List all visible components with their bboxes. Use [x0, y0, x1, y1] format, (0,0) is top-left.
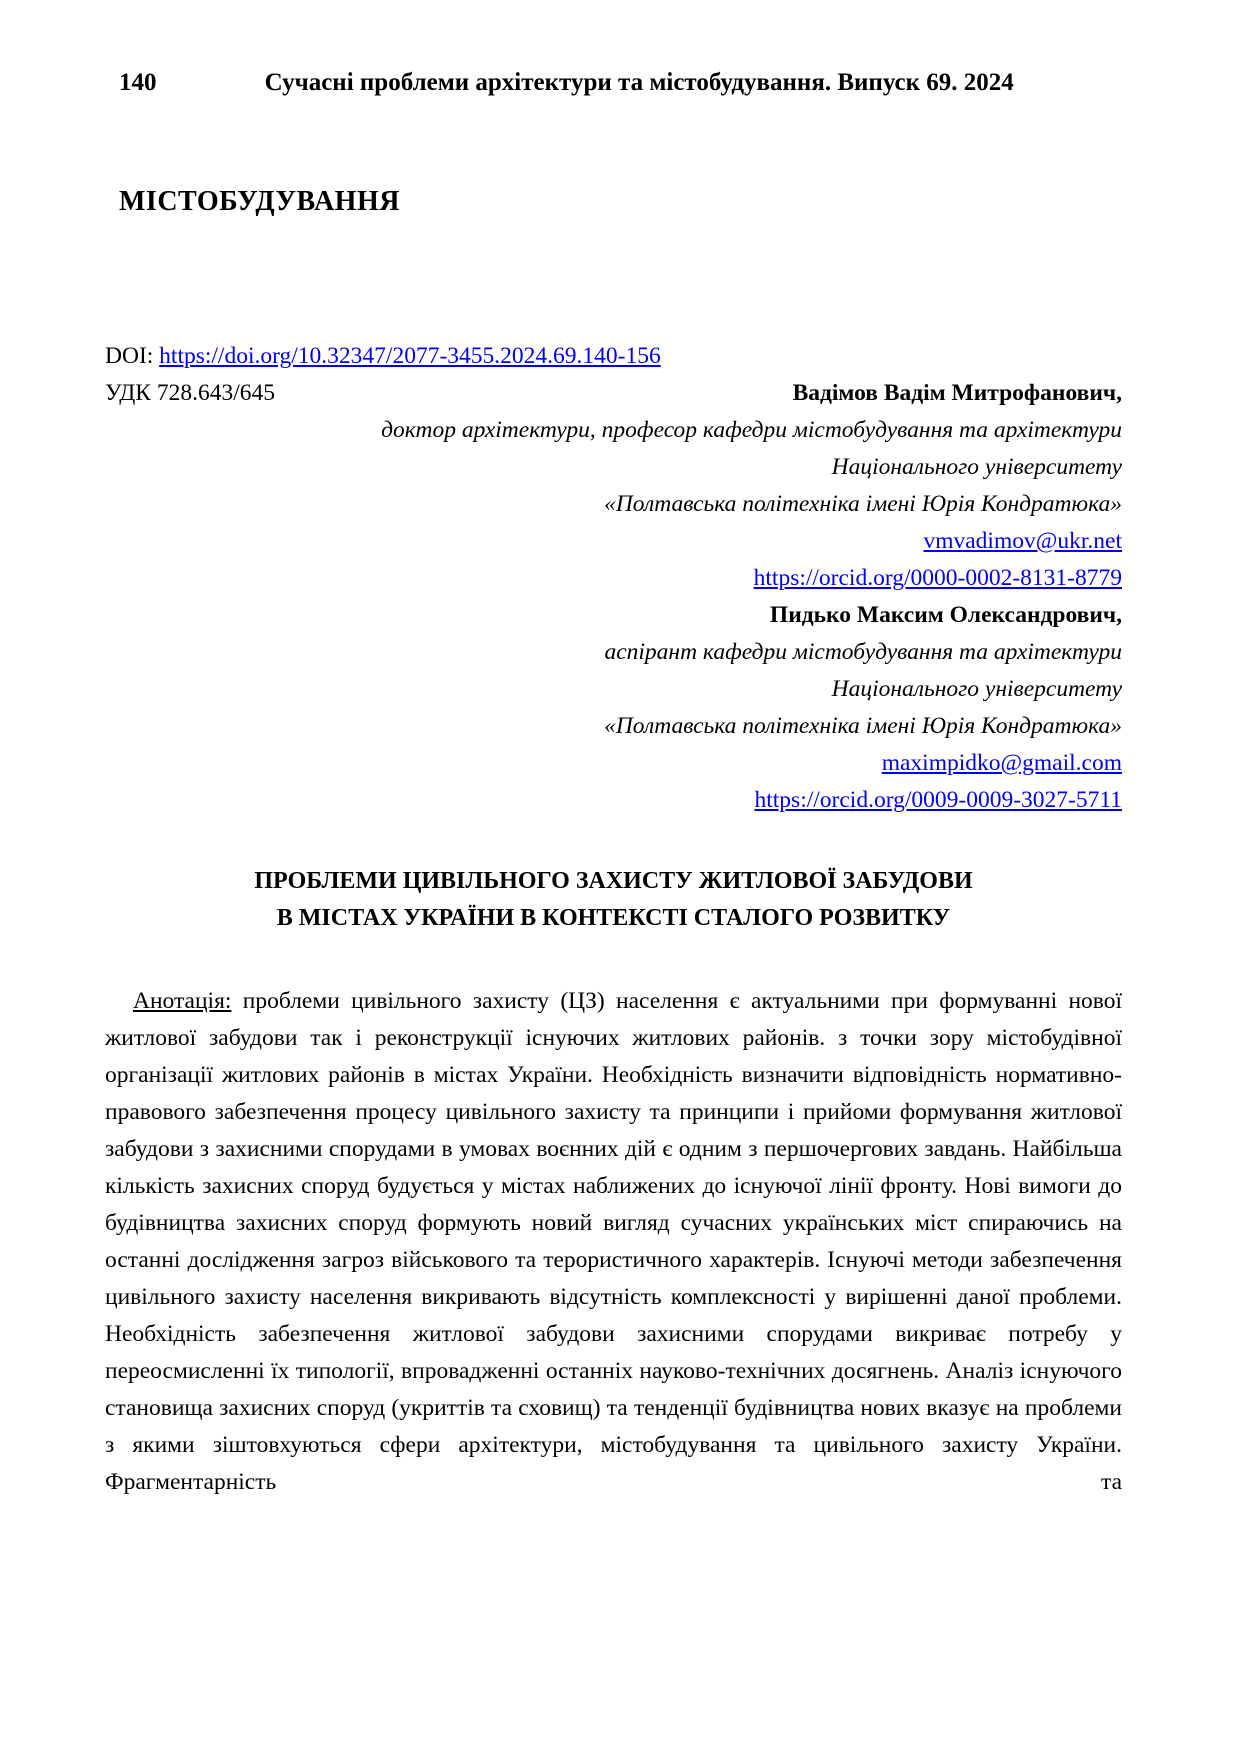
author1-orcid-row [105, 560, 1122, 597]
abstract-paragraph [105, 983, 1122, 1501]
page-number: 140 [119, 69, 157, 96]
author1-name: Вадімов Вадім Митрофанович, [792, 380, 1122, 406]
running-header [105, 68, 1122, 98]
author2-affiliation-line: «Полтавська політехніка імені Юрія Кондратюка» [604, 713, 1122, 739]
journal-title: Сучасні проблеми архітектури та містобудування. Випуск 69. 2024 [264, 69, 1014, 96]
doi-label: DOI: [105, 343, 154, 369]
article-title-line1: ПРОБЛЕМИ ЦИВІЛЬНОГО ЗАХИСТУ ЖИТЛОВОЇ ЗАБУДОВИ [254, 868, 973, 894]
author2-orcid-row [105, 782, 1122, 819]
author1-orcid-link[interactable]: https://orcid.org/0000-0002-8131-8779 [753, 565, 1122, 591]
udc-author-row [105, 375, 1122, 412]
author1-email-row [105, 523, 1122, 560]
author1-email-link[interactable]: vmvadimov@ukr.net [923, 528, 1122, 554]
author1-affiliation-line: доктор архітектури, професор кафедри містобудування та архітектури [381, 417, 1122, 443]
author2-email-row [105, 745, 1122, 782]
author2-affiliation-line: аспірант кафедри містобудування та архітектури [604, 639, 1122, 665]
author2-affiliation-line: Національного університету [831, 676, 1122, 702]
doi-link[interactable]: https://doi.org/10.32347/2077-3455.2024.69.140-156 [159, 343, 661, 369]
author2-name: Пидько Максим Олександрович, [769, 602, 1122, 628]
doi-row [105, 338, 1122, 375]
author1-affiliation-line: Національного університету [831, 454, 1122, 480]
author2-orcid-link[interactable]: https://orcid.org/0009-0009-3027-5711 [754, 787, 1122, 813]
udc-code: УДК 728.643/645 [105, 380, 275, 406]
section-heading: МІСТОБУДУВАННЯ [119, 186, 400, 217]
author1-affiliation-line: «Полтавська політехніка імені Юрія Кондратюка» [604, 491, 1122, 517]
authors-block [105, 412, 1122, 819]
abstract-text: проблеми цивільного захисту (ЦЗ) населення є актуальними при формуванні нової житлової забудови так і реконструкції існуючих житлових районів. з точки зору містобудівної організації житлових районів в містах України. Необхідність визначити відповідність нормативно-правового забезпечення процесу цивільного захисту та принципи і прийоми формування житлової забудови з захисними спорудами в умовах воєнних дій є одним з першочергових завдань. Найбільша кількість захисних споруд будується у містах наближених до існуючої лінії фронту. Нові вимоги до будівництва захисних споруд формують новий вигляд сучасних українських міст спираючись на останні дослідження загроз військового та терористичного характерів. Існуючі методи забезпечення цивільного захисту населення викривають відсутність комплексності у вирішенні даної проблеми. Необхідність забезпечення житлової забудови захисними спорудами викриває потребу у переосмисленні їх типології, впровадженні останніх науково-технічних досягнень. Аналіз існуючого становища захисних споруд (укриттів та сховищ) та тенденції будівництва нових вказує на проблеми з якими зіштовхуються сфери архітектури, містобудування та цивільного захисту України. Фрагментарність та [105, 988, 1122, 1495]
article-title [105, 863, 1122, 937]
author2-email-link[interactable]: maximpidko@gmail.com [881, 750, 1122, 776]
article-title-line2: В МІСТАХ УКРАЇНИ В КОНТЕКСТІ СТАЛОГО РОЗВИТКУ [276, 905, 951, 931]
abstract-label: Анотація: [133, 988, 232, 1014]
